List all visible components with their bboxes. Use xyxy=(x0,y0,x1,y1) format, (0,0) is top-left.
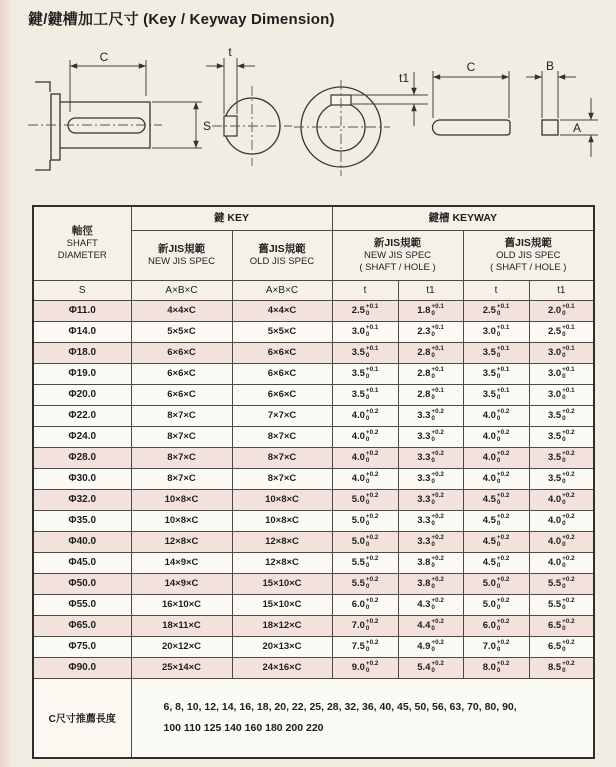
new-jis-key-cell: 20×12×C xyxy=(131,636,232,657)
t1-new-cell: 3.3 +0.2 0 xyxy=(398,510,463,531)
t-new-cell: 5.5 +0.2 0 xyxy=(332,573,398,594)
tolerance-stack: +0.1 0 xyxy=(562,386,575,401)
new-jis-key-cell: 5×5×C xyxy=(131,321,232,342)
c-length-line1: 6, 8, 10, 12, 14, 16, 18, 20, 22, 25, 28, 32, 36, 40, 45, 50, 56, 63, 70, 80, 90, xyxy=(163,700,517,713)
shaft-section-drawing xyxy=(206,45,292,166)
tolerance-stack: +0.2 0 xyxy=(562,512,575,527)
old-jis-key-cell: 18×12×C xyxy=(232,615,332,636)
tolerance-stack: +0.2 0 xyxy=(431,659,444,674)
header-t-old: t xyxy=(463,280,529,300)
tolerance-stack: +0.1 0 xyxy=(562,344,575,359)
tolerance-stack: +0.2 0 xyxy=(365,512,379,527)
dim-label-a: A xyxy=(572,121,582,135)
t1-new-cell: 3.8 +0.2 0 xyxy=(398,552,463,573)
tolerance-stack: +0.2 0 xyxy=(365,449,379,464)
t-new-cell: 3.0 +0.1 0 xyxy=(332,321,398,342)
t1-old-cell: 4.0 +0.2 0 xyxy=(529,489,594,510)
old-jis-key-cell: 6×6×C xyxy=(232,384,332,405)
t-old-cell: 4.0 +0.2 0 xyxy=(463,447,529,468)
dim-label-t1: t1 xyxy=(398,71,409,85)
old-jis-key-cell: 10×8×C xyxy=(232,510,332,531)
tolerance-stack: +0.2 0 xyxy=(431,638,444,653)
old-jis-key-cell: 20×13×C xyxy=(232,636,332,657)
key-end-view-drawing xyxy=(526,59,598,157)
header-shaft-diameter: 軸徑 SHAFT DIAMETER xyxy=(33,206,131,280)
tolerance-stack: +0.2 0 xyxy=(562,533,575,548)
dim-label-c-key: C xyxy=(466,60,476,74)
t-old-cell: 4.5 +0.2 0 xyxy=(463,531,529,552)
tolerance-stack: +0.2 0 xyxy=(496,575,510,590)
dim-label-s: S xyxy=(203,119,212,133)
new-jis-key-cell: 18×11×C xyxy=(131,615,232,636)
t1-old-cell: 3.0 +0.1 0 xyxy=(529,363,594,384)
tolerance-stack: +0.2 0 xyxy=(496,470,510,485)
header-abc-new: A×B×C xyxy=(131,280,232,300)
new-jis-key-cell: 6×6×C xyxy=(131,342,232,363)
shaft-diameter-cell: Φ75.0 xyxy=(33,636,131,657)
tolerance-stack: +0.2 0 xyxy=(496,512,510,527)
tolerance-stack: +0.1 0 xyxy=(365,365,379,380)
tolerance-stack: +0.2 0 xyxy=(562,575,575,590)
tolerance-stack: +0.2 0 xyxy=(562,659,575,674)
shaft-diameter-cell: Φ30.0 xyxy=(33,468,131,489)
header-keyway-group: 鍵槽 KEYWAY xyxy=(332,206,594,230)
table-row xyxy=(33,321,594,342)
tolerance-stack: +0.2 0 xyxy=(431,596,444,611)
tolerance-stack: +0.2 0 xyxy=(496,428,510,443)
t-old-cell: 5.0 +0.2 0 xyxy=(463,573,529,594)
shaft-diameter-cell: Φ22.0 xyxy=(33,405,131,426)
tolerance-stack: +0.2 0 xyxy=(365,470,379,485)
t-old-cell: 2.5 +0.1 0 xyxy=(463,300,529,321)
tolerance-stack: +0.2 0 xyxy=(365,617,379,632)
c-length-line2: 100 110 125 140 160 180 200 220 xyxy=(163,721,324,734)
t-new-cell: 6.0 +0.2 0 xyxy=(332,594,398,615)
shaft-diameter-cell: Φ32.0 xyxy=(33,489,131,510)
c-length-row xyxy=(33,678,594,758)
tolerance-stack: +0.2 0 xyxy=(365,659,379,674)
t1-new-cell: 4.3 +0.2 0 xyxy=(398,594,463,615)
t1-old-cell: 6.5 +0.2 0 xyxy=(529,636,594,657)
tolerance-stack: +0.1 0 xyxy=(562,365,575,380)
t-old-cell: 7.0 +0.2 0 xyxy=(463,636,529,657)
tolerance-stack: +0.2 0 xyxy=(431,491,444,506)
tolerance-stack: +0.2 0 xyxy=(562,491,575,506)
t1-new-cell: 2.8 +0.1 0 xyxy=(398,342,463,363)
shaft-diameter-cell: Φ18.0 xyxy=(33,342,131,363)
table-row xyxy=(33,636,594,657)
t-old-cell: 4.0 +0.2 0 xyxy=(463,405,529,426)
t-old-cell: 6.0 +0.2 0 xyxy=(463,615,529,636)
table-row xyxy=(33,510,594,531)
tolerance-stack: +0.2 0 xyxy=(496,407,510,422)
t1-new-cell: 3.3 +0.2 0 xyxy=(398,447,463,468)
tolerance-stack: +0.2 0 xyxy=(365,575,379,590)
table-row xyxy=(33,300,594,321)
t-new-cell: 3.5 +0.1 0 xyxy=(332,384,398,405)
shaft-diameter-cell: Φ40.0 xyxy=(33,531,131,552)
new-jis-key-cell: 10×8×C xyxy=(131,510,232,531)
tolerance-stack: +0.2 0 xyxy=(431,575,444,590)
tolerance-stack: +0.1 0 xyxy=(431,386,444,401)
t1-old-cell: 4.0 +0.2 0 xyxy=(529,552,594,573)
tolerance-stack: +0.1 0 xyxy=(496,386,510,401)
t1-new-cell: 2.3 +0.1 0 xyxy=(398,321,463,342)
t1-new-cell: 3.3 +0.2 0 xyxy=(398,468,463,489)
t1-old-cell: 3.0 +0.1 0 xyxy=(529,342,594,363)
t1-old-cell: 3.5 +0.2 0 xyxy=(529,468,594,489)
t-old-cell: 3.5 +0.1 0 xyxy=(463,342,529,363)
tolerance-stack: +0.2 0 xyxy=(562,554,575,569)
table-row xyxy=(33,342,594,363)
old-jis-key-cell: 8×7×C xyxy=(232,426,332,447)
tolerance-stack: +0.2 0 xyxy=(431,449,444,464)
dim-label-t: t xyxy=(228,45,232,59)
t-new-cell: 5.5 +0.2 0 xyxy=(332,552,398,573)
table-row xyxy=(33,657,594,678)
new-jis-key-cell: 6×6×C xyxy=(131,363,232,384)
t-new-cell: 9.0 +0.2 0 xyxy=(332,657,398,678)
old-jis-key-cell: 15×10×C xyxy=(232,594,332,615)
t-old-cell: 4.5 +0.2 0 xyxy=(463,552,529,573)
new-jis-key-cell: 25×14×C xyxy=(131,657,232,678)
old-jis-key-cell: 10×8×C xyxy=(232,489,332,510)
table-row xyxy=(33,573,594,594)
shaft-diameter-cell: Φ90.0 xyxy=(33,657,131,678)
t-old-cell: 3.5 +0.1 0 xyxy=(463,384,529,405)
t-new-cell: 4.0 +0.2 0 xyxy=(332,468,398,489)
t-old-cell: 8.0 +0.2 0 xyxy=(463,657,529,678)
dim-label-c-shaft: C xyxy=(99,50,109,64)
t1-old-cell: 4.0 +0.2 0 xyxy=(529,531,594,552)
t1-new-cell: 4.9 +0.2 0 xyxy=(398,636,463,657)
old-jis-key-cell: 6×6×C xyxy=(232,342,332,363)
tolerance-stack: +0.1 0 xyxy=(365,344,379,359)
tolerance-stack: +0.2 0 xyxy=(496,449,510,464)
old-jis-key-cell: 15×10×C xyxy=(232,573,332,594)
tolerance-stack: +0.2 0 xyxy=(431,428,444,443)
t1-old-cell: 2.0 +0.1 0 xyxy=(529,300,594,321)
new-jis-key-cell: 10×8×C xyxy=(131,489,232,510)
t1-old-cell: 3.5 +0.2 0 xyxy=(529,447,594,468)
table-row xyxy=(33,489,594,510)
t1-old-cell: 5.5 +0.2 0 xyxy=(529,573,594,594)
key-top-view-drawing xyxy=(433,60,511,135)
shaft-diameter-cell: Φ50.0 xyxy=(33,573,131,594)
old-jis-key-cell: 12×8×C xyxy=(232,531,332,552)
tolerance-stack: +0.2 0 xyxy=(431,407,444,422)
tolerance-stack: +0.1 0 xyxy=(431,323,444,338)
tolerance-stack: +0.2 0 xyxy=(562,428,575,443)
tolerance-stack: +0.2 0 xyxy=(562,407,575,422)
table-row xyxy=(33,363,594,384)
t-new-cell: 7.5 +0.2 0 xyxy=(332,636,398,657)
table-row xyxy=(33,426,594,447)
t1-new-cell: 2.8 +0.1 0 xyxy=(398,363,463,384)
table-row xyxy=(33,384,594,405)
new-jis-key-cell: 16×10×C xyxy=(131,594,232,615)
tolerance-stack: +0.1 0 xyxy=(496,323,510,338)
tolerance-stack: +0.2 0 xyxy=(562,596,575,611)
t1-new-cell: 5.4 +0.2 0 xyxy=(398,657,463,678)
t-new-cell: 4.0 +0.2 0 xyxy=(332,447,398,468)
tolerance-stack: +0.2 0 xyxy=(496,617,510,632)
header-s: S xyxy=(33,280,131,300)
t1-old-cell: 5.5 +0.2 0 xyxy=(529,594,594,615)
t-old-cell: 4.0 +0.2 0 xyxy=(463,426,529,447)
table-row xyxy=(33,594,594,615)
keyway-diagram-figure xyxy=(0,40,616,210)
shaft-diameter-cell: Φ45.0 xyxy=(33,552,131,573)
shaft-diameter-cell: Φ11.0 xyxy=(33,300,131,321)
tolerance-stack: +0.1 0 xyxy=(365,323,379,338)
t-new-cell: 7.0 +0.2 0 xyxy=(332,615,398,636)
old-jis-key-cell: 7×7×C xyxy=(232,405,332,426)
t1-new-cell: 3.3 +0.2 0 xyxy=(398,531,463,552)
t-old-cell: 4.5 +0.2 0 xyxy=(463,510,529,531)
tolerance-stack: +0.1 0 xyxy=(496,302,510,317)
tolerance-stack: +0.2 0 xyxy=(365,491,379,506)
tolerance-stack: +0.1 0 xyxy=(562,323,575,338)
t1-new-cell: 4.4 +0.2 0 xyxy=(398,615,463,636)
hub-section-drawing xyxy=(294,71,428,176)
tolerance-stack: +0.1 0 xyxy=(431,365,444,380)
tolerance-stack: +0.2 0 xyxy=(431,554,444,569)
old-jis-key-cell: 8×7×C xyxy=(232,468,332,489)
tolerance-stack: +0.2 0 xyxy=(431,617,444,632)
shaft-diameter-cell: Φ55.0 xyxy=(33,594,131,615)
new-jis-key-cell: 8×7×C xyxy=(131,405,232,426)
tolerance-stack: +0.2 0 xyxy=(431,533,444,548)
header-key-group: 鍵 KEY xyxy=(131,206,332,230)
table-row xyxy=(33,552,594,573)
tolerance-stack: +0.2 0 xyxy=(562,638,575,653)
tolerance-stack: +0.2 0 xyxy=(365,407,379,422)
tolerance-stack: +0.2 0 xyxy=(365,638,379,653)
t-new-cell: 4.0 +0.2 0 xyxy=(332,405,398,426)
tolerance-stack: +0.2 0 xyxy=(365,428,379,443)
t-new-cell: 2.5 +0.1 0 xyxy=(332,300,398,321)
tolerance-stack: +0.2 0 xyxy=(562,449,575,464)
t1-old-cell: 3.5 +0.2 0 xyxy=(529,426,594,447)
new-jis-key-cell: 8×7×C xyxy=(131,468,232,489)
c-length-label: C尺寸推薦長度 xyxy=(33,678,131,758)
t-old-cell: 3.0 +0.1 0 xyxy=(463,321,529,342)
tolerance-stack: +0.2 0 xyxy=(562,470,575,485)
tolerance-stack: +0.2 0 xyxy=(496,554,510,569)
tolerance-stack: +0.1 0 xyxy=(496,344,510,359)
t1-old-cell: 2.5 +0.1 0 xyxy=(529,321,594,342)
t1-new-cell: 1.8 +0.1 0 xyxy=(398,300,463,321)
header-t1-new: t1 xyxy=(398,280,463,300)
t-old-cell: 5.0 +0.2 0 xyxy=(463,594,529,615)
t1-old-cell: 8.5 +0.2 0 xyxy=(529,657,594,678)
table-row xyxy=(33,531,594,552)
t-new-cell: 5.0 +0.2 0 xyxy=(332,489,398,510)
tolerance-stack: +0.1 0 xyxy=(431,302,444,317)
new-jis-key-cell: 8×7×C xyxy=(131,447,232,468)
shaft-diameter-cell: Φ20.0 xyxy=(33,384,131,405)
old-jis-key-cell: 8×7×C xyxy=(232,447,332,468)
tolerance-stack: +0.2 0 xyxy=(562,617,575,632)
tolerance-stack: +0.2 0 xyxy=(496,596,510,611)
t1-new-cell: 2.8 +0.1 0 xyxy=(398,384,463,405)
t1-new-cell: 3.3 +0.2 0 xyxy=(398,426,463,447)
table-body xyxy=(33,300,594,678)
new-jis-key-cell: 14×9×C xyxy=(131,573,232,594)
tolerance-stack: +0.1 0 xyxy=(365,302,379,317)
header-key-new-jis: 新JIS規範 NEW JIS SPEC xyxy=(131,230,232,280)
t-new-cell: 5.0 +0.2 0 xyxy=(332,510,398,531)
new-jis-key-cell: 4×4×C xyxy=(131,300,232,321)
t1-new-cell: 3.3 +0.2 0 xyxy=(398,405,463,426)
tolerance-stack: +0.2 0 xyxy=(496,533,510,548)
header-keyway-new-jis: 新JIS規範 NEW JIS SPEC ( SHAFT / HOLE ) xyxy=(332,230,463,280)
tolerance-stack: +0.2 0 xyxy=(496,659,510,674)
table-row xyxy=(33,615,594,636)
shaft-diameter-cell: Φ28.0 xyxy=(33,447,131,468)
tolerance-stack: +0.2 0 xyxy=(496,491,510,506)
t-new-cell: 5.0 +0.2 0 xyxy=(332,531,398,552)
header-keyway-old-jis: 舊JIS規範 OLD JIS SPEC ( SHAFT / HOLE ) xyxy=(463,230,594,280)
tolerance-stack: +0.2 0 xyxy=(365,533,379,548)
tolerance-stack: +0.2 0 xyxy=(431,470,444,485)
page-title: 鍵/鍵槽加工尺寸 (Key / Keyway Dimension) xyxy=(28,11,335,28)
old-jis-key-cell: 24×16×C xyxy=(232,657,332,678)
t1-old-cell: 3.0 +0.1 0 xyxy=(529,384,594,405)
t1-new-cell: 3.8 +0.2 0 xyxy=(398,573,463,594)
old-jis-key-cell: 6×6×C xyxy=(232,363,332,384)
old-jis-key-cell: 5×5×C xyxy=(232,321,332,342)
old-jis-key-cell: 12×8×C xyxy=(232,552,332,573)
header-key-old-jis: 舊JIS規範 OLD JIS SPEC xyxy=(232,230,332,280)
tolerance-stack: +0.2 0 xyxy=(496,638,510,653)
key-dimension-table xyxy=(32,205,595,759)
new-jis-key-cell: 12×8×C xyxy=(131,531,232,552)
tolerance-stack: +0.1 0 xyxy=(431,344,444,359)
t-old-cell: 4.0 +0.2 0 xyxy=(463,468,529,489)
t-new-cell: 4.0 +0.2 0 xyxy=(332,426,398,447)
shaft-diameter-cell: Φ24.0 xyxy=(33,426,131,447)
header-abc-old: A×B×C xyxy=(232,280,332,300)
table-row xyxy=(33,447,594,468)
tolerance-stack: +0.2 0 xyxy=(365,554,379,569)
tolerance-stack: +0.1 0 xyxy=(496,365,510,380)
t-old-cell: 4.5 +0.2 0 xyxy=(463,489,529,510)
tolerance-stack: +0.2 0 xyxy=(365,596,379,611)
t1-new-cell: 3.3 +0.2 0 xyxy=(398,489,463,510)
t1-old-cell: 6.5 +0.2 0 xyxy=(529,615,594,636)
t1-old-cell: 4.0 +0.2 0 xyxy=(529,510,594,531)
shaft-diameter-cell: Φ35.0 xyxy=(33,510,131,531)
new-jis-key-cell: 8×7×C xyxy=(131,426,232,447)
header-t1-old: t1 xyxy=(529,280,594,300)
table-row xyxy=(33,468,594,489)
old-jis-key-cell: 4×4×C xyxy=(232,300,332,321)
t-new-cell: 3.5 +0.1 0 xyxy=(332,342,398,363)
new-jis-key-cell: 14×9×C xyxy=(131,552,232,573)
header-t-new: t xyxy=(332,280,398,300)
tolerance-stack: +0.1 0 xyxy=(365,386,379,401)
shaft-diameter-cell: Φ19.0 xyxy=(33,363,131,384)
dim-label-b: B xyxy=(545,59,555,73)
c-length-values xyxy=(131,678,594,758)
t1-old-cell: 3.5 +0.2 0 xyxy=(529,405,594,426)
t-new-cell: 3.5 +0.1 0 xyxy=(332,363,398,384)
shaft-side-view-drawing xyxy=(28,50,211,170)
tolerance-stack: +0.2 0 xyxy=(431,512,444,527)
shaft-diameter-cell: Φ14.0 xyxy=(33,321,131,342)
t-old-cell: 3.5 +0.1 0 xyxy=(463,363,529,384)
tolerance-stack: +0.1 0 xyxy=(562,302,575,317)
table-row xyxy=(33,405,594,426)
shaft-diameter-cell: Φ65.0 xyxy=(33,615,131,636)
new-jis-key-cell: 6×6×C xyxy=(131,384,232,405)
